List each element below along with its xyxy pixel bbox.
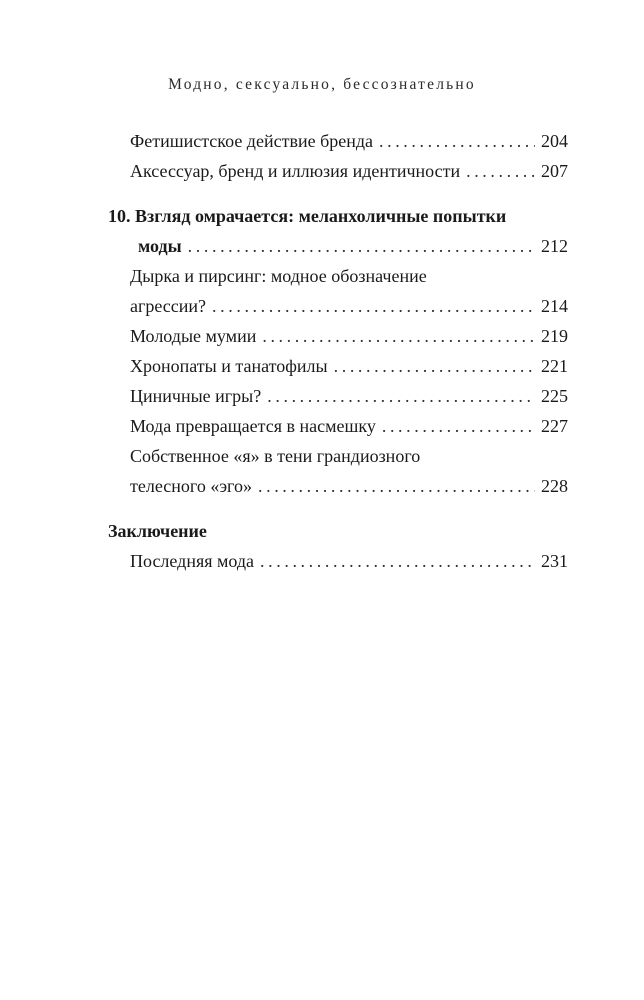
conclusion-heading: Заключение xyxy=(108,521,207,541)
toc-entry-piercing-cont xyxy=(108,291,568,321)
leader-dots xyxy=(379,126,535,156)
toc-entry-chronopaths xyxy=(108,351,568,381)
chapter-10-heading: 10. Взгляд омрачается: меланхоличные попытки xyxy=(108,206,507,226)
toc-entry-self-ego-cont xyxy=(108,471,568,501)
leader-dots xyxy=(262,321,535,351)
toc-entry-title: Циничные игры? xyxy=(130,386,262,406)
toc-page-number: 231 xyxy=(541,551,568,571)
leader-dots xyxy=(466,156,535,186)
toc-entry-title: Фетишистское действие бренда xyxy=(130,131,373,151)
toc-entry-cynical-games xyxy=(108,381,568,411)
toc-page-number: 228 xyxy=(541,476,568,496)
toc-page-number: 221 xyxy=(541,356,568,376)
toc-entry-self-ego: Собственное «я» в тени грандиозного xyxy=(130,446,421,466)
leader-dots xyxy=(334,351,535,381)
toc-entry-last-fashion xyxy=(108,546,568,576)
toc-entry-fetish-brand xyxy=(108,126,568,156)
running-head: Модно, сексуально, бессознательно xyxy=(168,76,476,93)
leader-dots xyxy=(258,471,535,501)
leader-dots xyxy=(260,546,535,576)
toc-entry-accessory-brand xyxy=(108,156,568,186)
toc-entry-title: моды xyxy=(138,236,182,256)
toc-entry-title: Хронопаты и танатофилы xyxy=(130,356,328,376)
toc-entry-title: Аксессуар, бренд и иллюзия идентичности xyxy=(130,161,461,181)
toc-entry-piercing: Дырка и пирсинг: модное обозначение xyxy=(130,266,427,286)
table-of-contents xyxy=(108,126,568,576)
toc-entry-title: агрессии? xyxy=(130,296,207,316)
toc-page-number: 214 xyxy=(541,296,568,316)
leader-dots xyxy=(382,411,535,441)
leader-dots xyxy=(212,291,535,321)
toc-entry-title: Мода превращается в насмешку xyxy=(130,416,376,436)
toc-entry-title: Последняя мода xyxy=(130,551,255,571)
leader-dots xyxy=(188,231,535,261)
chapter-10-heading-cont xyxy=(108,231,568,261)
toc-entry-young-mummies xyxy=(108,321,568,351)
toc-page-number: 225 xyxy=(541,386,568,406)
leader-dots xyxy=(267,381,535,411)
toc-page-number: 219 xyxy=(541,326,568,346)
toc-page-number: 207 xyxy=(541,161,568,181)
toc-page-number: 212 xyxy=(541,236,568,256)
toc-page-number: 204 xyxy=(541,131,568,151)
toc-entry-title: Молодые мумии xyxy=(130,326,257,346)
toc-entry-title: телесного «эго» xyxy=(130,476,252,496)
toc-entry-mockery xyxy=(108,411,568,441)
toc-page-number: 227 xyxy=(541,416,568,436)
